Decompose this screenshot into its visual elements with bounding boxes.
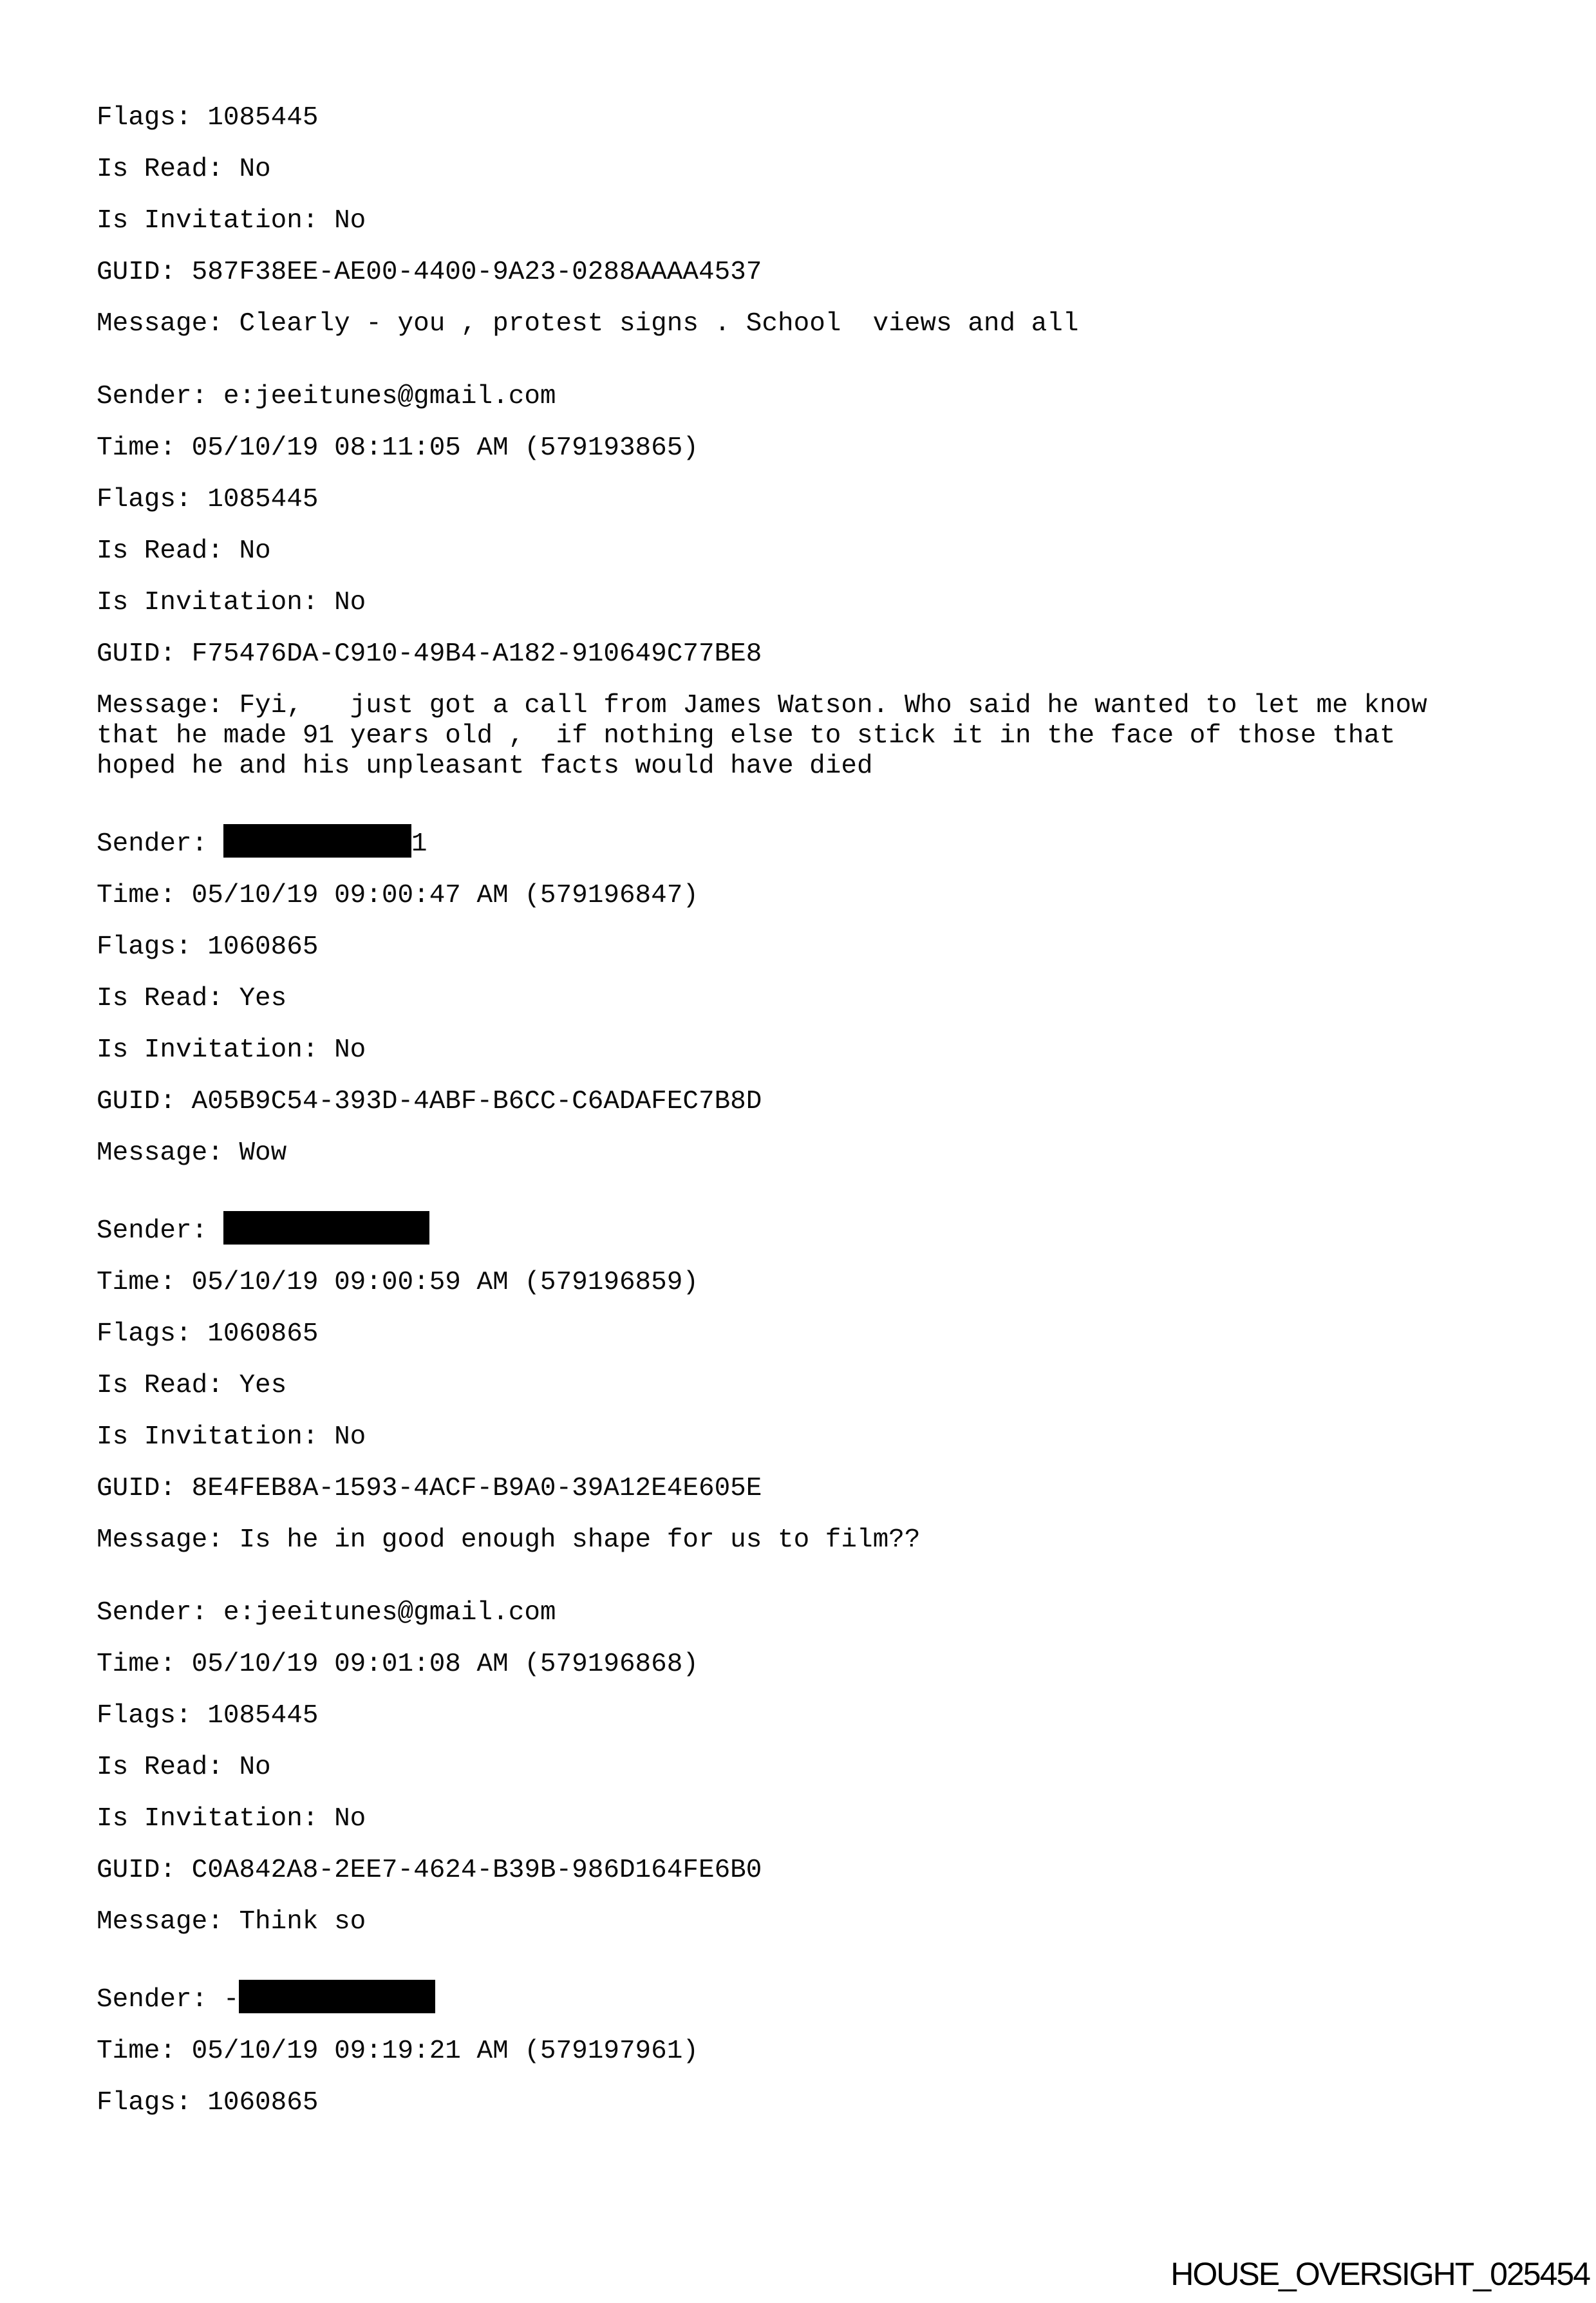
field-is-read — [97, 536, 1487, 567]
field-sender — [97, 824, 1487, 860]
is-read-label: Is Read: — [97, 155, 223, 184]
field-message — [97, 309, 1487, 339]
is-read-label: Is Read: — [97, 536, 223, 566]
field-is-read — [97, 1371, 1487, 1401]
guid-value: F75476DA-C910-49B4-A182-910649C77BE8 — [191, 639, 762, 669]
is-invitation-label: Is Invitation: — [97, 1035, 319, 1065]
is-invitation-value: No — [334, 588, 366, 617]
message-value: Wow — [239, 1138, 287, 1168]
sender-label: Sender: — [97, 829, 208, 859]
field-flags — [97, 1701, 1487, 1731]
flags-label: Flags: — [97, 932, 192, 962]
is-read-label: Is Read: — [97, 1753, 223, 1782]
field-is-invitation — [97, 1035, 1487, 1066]
field-time — [97, 1650, 1487, 1680]
field-flags — [97, 1319, 1487, 1349]
field-is-invitation — [97, 1804, 1487, 1834]
field-is-read — [97, 155, 1487, 185]
flags-value: 1085445 — [207, 103, 319, 133]
time-value: 05/10/19 09:00:47 AM (579196847) — [191, 881, 699, 910]
field-sender — [97, 1980, 1487, 2015]
time-value: 05/10/19 08:11:05 AM (579193865) — [191, 433, 699, 463]
is-read-value: Yes — [239, 984, 287, 1013]
field-time — [97, 1268, 1487, 1298]
field-flags — [97, 103, 1487, 133]
field-guid — [97, 1474, 1487, 1504]
records — [97, 103, 1487, 2139]
field-is-invitation — [97, 588, 1487, 618]
message-record — [97, 103, 1487, 339]
field-message — [97, 1907, 1487, 1937]
field-is-invitation — [97, 1422, 1487, 1452]
redaction-bar — [223, 1211, 429, 1245]
field-guid — [97, 1856, 1487, 1886]
time-label: Time: — [97, 881, 176, 910]
sender-label: Sender: — [97, 1985, 208, 2015]
message-label: Message: — [97, 1907, 223, 1937]
sender-value: e:jeeitunes@gmail.com — [223, 382, 556, 411]
is-invitation-value: No — [334, 206, 366, 236]
field-is-read — [97, 1753, 1487, 1783]
field-time — [97, 2036, 1487, 2067]
guid-label: GUID: — [97, 258, 176, 287]
message-value: Fyi, just got a call from James Watson. Who said he wanted to let me know that he made 91 years old , if nothing else to stick it in the face of those that hoped he and his unpleasant facts would have died — [97, 691, 1443, 781]
field-time — [97, 881, 1487, 911]
message-value: Is he in good enough shape for us to film?? — [239, 1525, 921, 1555]
field-time — [97, 433, 1487, 464]
message-record — [97, 1190, 1487, 1556]
field-sender — [97, 1211, 1487, 1246]
flags-value: 1085445 — [207, 1701, 319, 1731]
flags-value: 1060865 — [207, 1319, 319, 1349]
bates-number: HOUSE_OVERSIGHT_025454 — [1170, 2256, 1590, 2292]
time-value: 05/10/19 09:19:21 AM (579197961) — [191, 2036, 699, 2066]
sender-label: Sender: — [97, 382, 208, 411]
field-guid — [97, 639, 1487, 670]
is-read-label: Is Read: — [97, 984, 223, 1013]
flags-value: 1060865 — [207, 2088, 319, 2118]
message-label: Message: — [97, 1525, 223, 1555]
guid-label: GUID: — [97, 1087, 176, 1116]
is-read-value: No — [239, 1753, 271, 1782]
is-invitation-label: Is Invitation: — [97, 588, 319, 617]
field-flags — [97, 485, 1487, 515]
is-read-label: Is Read: — [97, 1371, 223, 1400]
time-label: Time: — [97, 1268, 176, 1297]
field-flags — [97, 932, 1487, 963]
field-is-read — [97, 984, 1487, 1014]
sender-visible-suffix: 1 — [411, 829, 427, 859]
field-sender — [97, 382, 1487, 412]
redaction-bar — [239, 1980, 435, 2013]
sender-visible-prefix: - — [223, 1985, 239, 2015]
time-label: Time: — [97, 433, 176, 463]
flags-label: Flags: — [97, 103, 192, 133]
is-invitation-label: Is Invitation: — [97, 1804, 319, 1834]
message-label: Message: — [97, 691, 223, 720]
time-value: 05/10/19 09:01:08 AM (579196868) — [191, 1650, 699, 1679]
guid-label: GUID: — [97, 1856, 176, 1885]
field-flags — [97, 2088, 1487, 2118]
guid-value: 587F38EE-AE00-4400-9A23-0288AAAA4537 — [191, 258, 762, 287]
field-guid — [97, 1087, 1487, 1117]
flags-label: Flags: — [97, 1701, 192, 1731]
time-label: Time: — [97, 2036, 176, 2066]
message-record — [97, 1959, 1487, 2118]
is-read-value: No — [239, 536, 271, 566]
flags-label: Flags: — [97, 485, 192, 514]
sender-label: Sender: — [97, 1216, 208, 1246]
flags-label: Flags: — [97, 1319, 192, 1349]
message-label: Message: — [97, 309, 223, 339]
message-record — [97, 803, 1487, 1169]
guid-value: C0A842A8-2EE7-4624-B39B-986D164FE6B0 — [191, 1856, 762, 1885]
message-value: Think so — [239, 1907, 366, 1937]
is-invitation-value: No — [334, 1804, 366, 1834]
field-message — [97, 1525, 1487, 1556]
is-invitation-value: No — [334, 1422, 366, 1452]
guid-value: 8E4FEB8A-1593-4ACF-B9A0-39A12E4E605E — [191, 1474, 762, 1503]
guid-value: A05B9C54-393D-4ABF-B6CC-C6ADAFEC7B8D — [191, 1087, 762, 1116]
message-record — [97, 1577, 1487, 1937]
guid-label: GUID: — [97, 639, 176, 669]
is-read-value: Yes — [239, 1371, 287, 1400]
redaction-bar — [223, 824, 411, 858]
sender-value: e:jeeitunes@gmail.com — [223, 1598, 556, 1628]
is-invitation-label: Is Invitation: — [97, 1422, 319, 1452]
flags-value: 1085445 — [207, 485, 319, 514]
field-sender — [97, 1598, 1487, 1628]
is-read-value: No — [239, 155, 271, 184]
time-label: Time: — [97, 1650, 176, 1679]
time-value: 05/10/19 09:00:59 AM (579196859) — [191, 1268, 699, 1297]
field-guid — [97, 258, 1487, 288]
sender-label: Sender: — [97, 1598, 208, 1628]
flags-label: Flags: — [97, 2088, 192, 2118]
is-invitation-value: No — [334, 1035, 366, 1065]
message-record — [97, 361, 1487, 782]
field-message — [97, 691, 1487, 782]
message-label: Message: — [97, 1138, 223, 1168]
is-invitation-label: Is Invitation: — [97, 206, 319, 236]
message-value: Clearly - you , protest signs . School views and all — [239, 309, 1079, 339]
field-message — [97, 1138, 1487, 1169]
flags-value: 1060865 — [207, 932, 319, 962]
field-is-invitation — [97, 206, 1487, 236]
guid-label: GUID: — [97, 1474, 176, 1503]
